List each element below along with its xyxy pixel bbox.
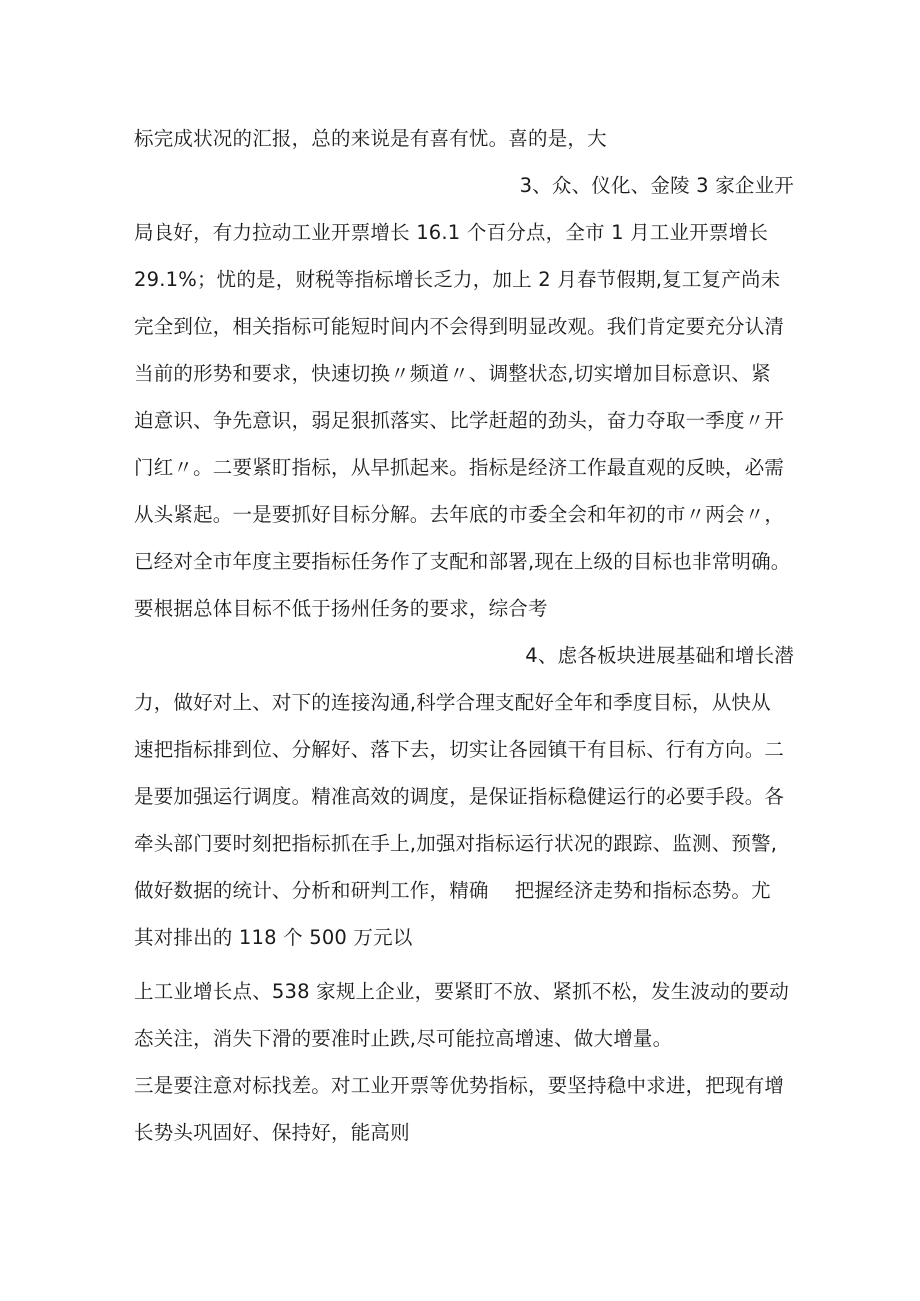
text-line: 完全到位，相关指标可能短时间内不会得到明显改观。我们肯定要充分认清	[134, 315, 785, 338]
text-line: 门红〃。二要紧盯指标，从早抓起来。指标是经济工作最直观的反映，必需	[134, 456, 785, 479]
text-line: 长势头巩固好、保持好，能高则	[134, 1121, 410, 1144]
text-line: 态关注，消失下滑的要准时止跌,尽可能拉高增速、做大增量。	[134, 1027, 673, 1050]
text-line: 29.1%；忧的是，财税等指标增长乏力，加上 2 月春节假期,复工复产尚未	[134, 268, 781, 291]
list-item-3: 3、众、仪化、金陵 3 家企业开	[519, 174, 794, 197]
list-item-4: 4、虑各板块进展基础和增长潜	[525, 644, 794, 667]
text-line: 从头紧起。一是要抓好目标分解。去年底的市委全会和年初的市〃两会〃，	[134, 503, 785, 526]
text-line: 牵头部门要时刻把指标抓在手上,加强对指标运行状况的跟踪、监测、预警,	[134, 832, 778, 855]
text-line: 局良好，有力拉动工业开票增长 16.1 个百分点，全市 1 月工业开票增长	[134, 221, 769, 244]
text-line: 上工业增长点、538 家规上企业，要紧盯不放、紧抓不松，发生波动的要动	[134, 980, 789, 1003]
text-line: 做好数据的统计、分析和研判工作，精确 把握经济走势和指标态势。尤	[134, 879, 771, 902]
text-line: 力，做好对上、对下的连接沟通,科学合理支配好全年和季度目标，从快从	[134, 691, 771, 714]
text-line: 已经对全市年度主要指标任务作了支配和部署,现在上级的目标也非常明确。	[134, 550, 791, 573]
text-line: 当前的形势和要求，快速切换〃频道〃、调整状态,切实增加目标意识、紧	[134, 362, 771, 385]
text-line: 速把指标排到位、分解好、落下去，切实让各园镇干有目标、行有方向。二	[134, 738, 785, 761]
text-line: 迫意识、争先意识，弱足狠抓落实、比学赶超的劲头，奋力夺取一季度〃开	[134, 409, 785, 432]
text-line: 要根据总体目标不低于扬州任务的要求，综合考	[134, 597, 548, 620]
text-line: 是要加强运行调度。精准高效的调度，是保证指标稳健运行的必要手段。各	[134, 785, 785, 808]
text-line: 其对排出的 118 个 500 万元以	[134, 926, 413, 949]
text-line: 三是要注意对标找差。对工业开票等优势指标，要坚持稳中求进，把现有增	[134, 1074, 785, 1097]
text-line: 标完成状况的汇报，总的来说是有喜有忧。喜的是，大	[134, 127, 607, 150]
